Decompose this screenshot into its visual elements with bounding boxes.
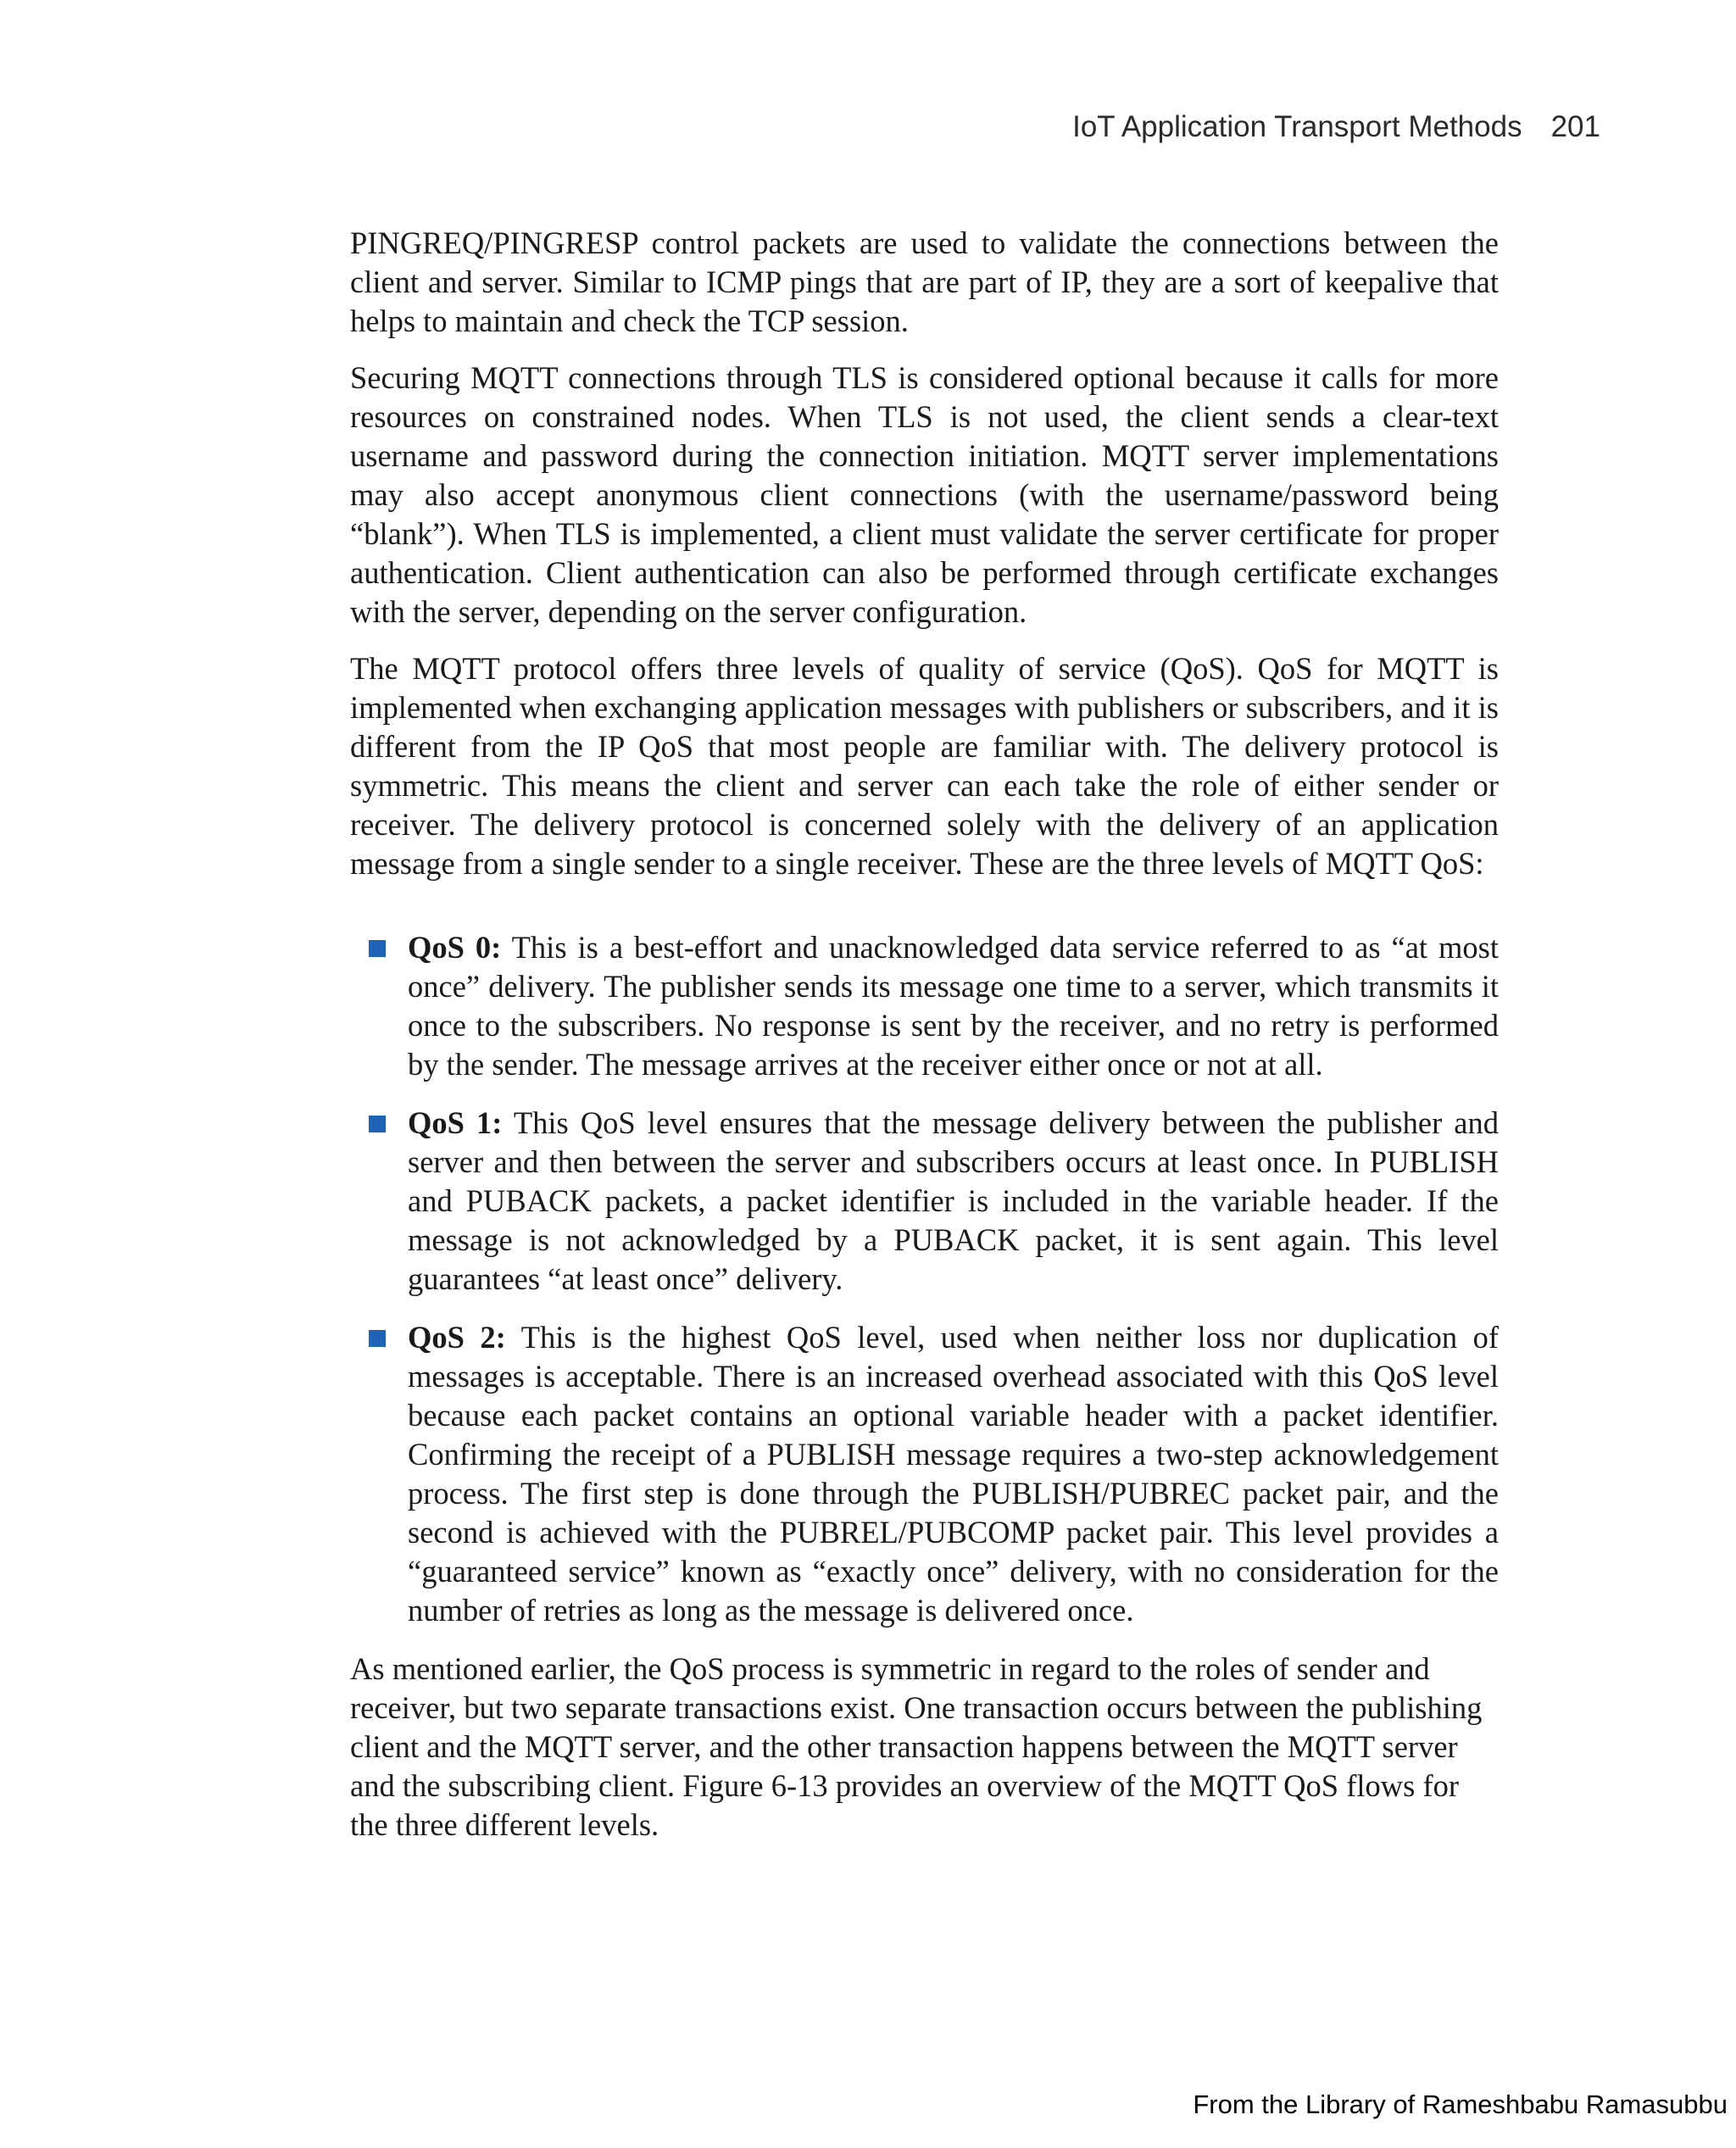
list-item-qos-1	[350, 1104, 1499, 1299]
qos-term: QoS 2:	[408, 1320, 506, 1355]
paragraph-tls-security: Securing MQTT connections through TLS is considered optional because it calls for more resources on constrained nodes. When TLS is not used, the client sends a clear-text username and password during the connection initiation. MQTT server implementations may also accept anonymous client connections (with the username/password being “blank”). When TLS is implemented, a client must validate the server certificate for proper authentication. Client authentication can also be performed through certificate exchanges with the server, depending on the server configuration.	[350, 360, 1499, 629]
running-header	[1072, 110, 1600, 144]
page-number: 201	[1550, 110, 1600, 143]
page-body	[350, 224, 1499, 1862]
qos-term: QoS 1:	[408, 1105, 503, 1140]
qos-levels-list	[350, 928, 1499, 1630]
paragraph-qos-intro: The MQTT protocol offers three levels of quality of service (QoS). QoS for MQTT is implemented when exchanging application messages with publishers or subscribers, and it is different from the IP QoS that most people are familiar with. The delivery protocol is symmetric. This means the client and server can each take the role of either sender or receiver. The delivery protocol is concerned solely with the delivery of an application message from a single sender to a single receiver. These are the three levels of MQTT QoS:	[350, 651, 1499, 881]
paragraph-qos-symmetric: As mentioned earlier, the QoS process is symmetric in regard to the roles of sender and receiver, but two separate transactions exist. One transaction occurs between the publishing client and the MQTT server, and the other transaction happens between the MQTT server and the subscribing client. Figure 6-13 provides an overview of the MQTT QoS flows for the three different levels.	[350, 1651, 1483, 1842]
list-item-qos-2	[350, 1318, 1499, 1630]
chapter-section-title: IoT Application Transport Methods	[1072, 110, 1522, 143]
qos-description: This QoS level ensures that the message delivery between the publisher and server and then between the server and subscribers occurs at least once. In PUBLISH and PUBACK packets, a packet identifier is included in the variable header. If the message is not acknowledged by a PUBACK packet, it is sent again. This level guarantees “at least once” delivery.	[408, 1105, 1499, 1296]
qos-description: This is a best-effort and unacknowledged data service referred to as “at most once” delivery. The publisher sends its message one time to a server, which transmits it once to the subscribers. No response is sent by the receiver, and no retry is performed by the sender. The message arrives at the receiver either once or not at all.	[408, 930, 1499, 1082]
list-item-qos-0	[350, 928, 1499, 1084]
square-bullet-icon	[369, 1330, 386, 1347]
square-bullet-icon	[369, 940, 386, 957]
qos-description: This is the highest QoS level, used when neither loss nor duplication of messages is acceptable. There is an increased overhead associated with this QoS level because each packet contains an optional variable header with a packet identifier. Confirming the receipt of a PUBLISH message requires a two-step acknowledgement process. The first step is done through the PUBLISH/PUBREC packet pair, and the second is achieved with the PUBREL/PUBCOMP packet pair. This level provides a “guaranteed service” known as “exactly once” delivery, with no consideration for the number of retries as long as the message is delivered once.	[408, 1320, 1499, 1628]
square-bullet-icon	[369, 1116, 386, 1132]
paragraph-pingreq: PINGREQ/PINGRESP control packets are used to validate the connections between the client and server. Similar to ICMP pings that are part of IP, they are a sort of keepalive that helps to maintain and check the TCP session.	[350, 225, 1499, 338]
library-watermark: From the Library of Rameshbabu Ramasubbu	[1193, 2090, 1728, 2119]
qos-term: QoS 0:	[408, 930, 502, 965]
